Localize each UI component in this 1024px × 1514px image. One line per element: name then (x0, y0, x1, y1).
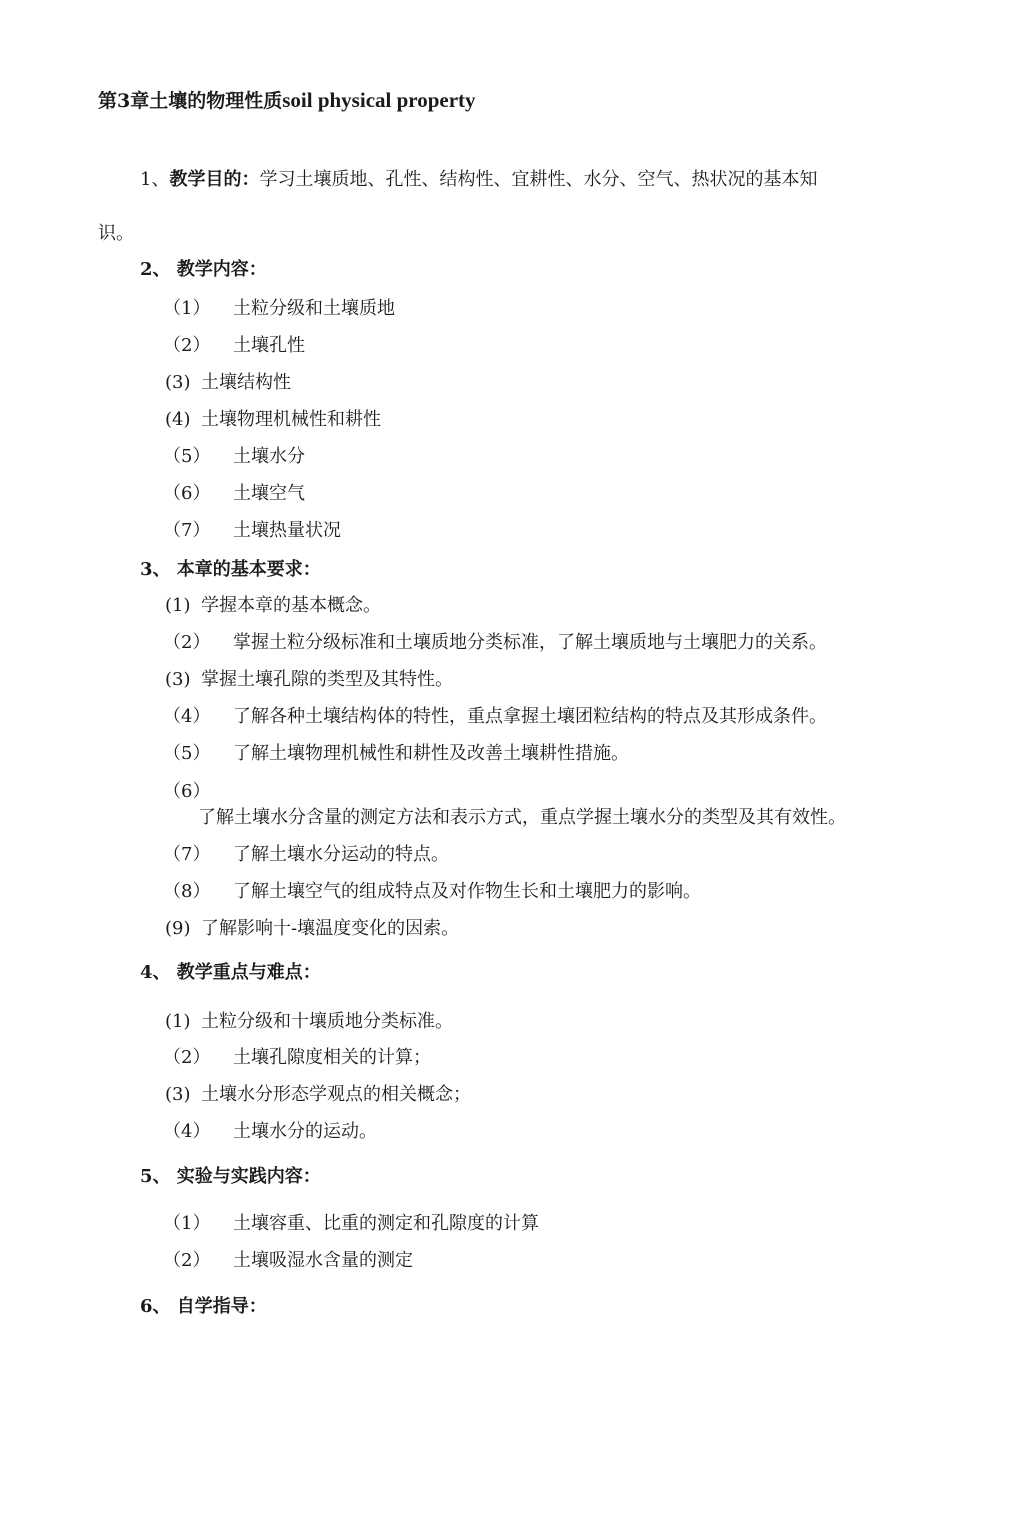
list-item: （7） 土壤热量状况 (163, 520, 341, 541)
section-2-heading: 2、 教学内容： (140, 259, 267, 280)
list-item: (1) 土粒分级和十壤质地分类标准。 (165, 1011, 453, 1032)
list-item: （2） 土壤孔隙度相关的计算； (163, 1047, 431, 1068)
list-item: (3) 土壤水分形态学观点的相关概念； (165, 1084, 471, 1105)
list-item: (1) 学握本章的基本概念。 (165, 595, 381, 616)
section-1-line (140, 168, 817, 192)
list-item: （5） 土壤水分 (163, 446, 305, 467)
list-item: (3) 土壤结构性 (165, 372, 291, 393)
list-item: （8） 了解土壤空气的组成特点及对作物生长和土壤肥力的影响。 (163, 881, 701, 902)
page-title (98, 88, 476, 113)
list-item: （2） 土壤孔性 (163, 335, 305, 356)
list-item: （1） 土粒分级和土壤质地 (163, 298, 395, 319)
list-item: （4） 土壤水分的运动。 (163, 1121, 377, 1142)
list-item: （1） 土壤容重、比重的测定和孔隙度的计算 (163, 1213, 539, 1234)
list-item: (4) 土壤物理机械性和耕性 (165, 409, 381, 430)
list-item: （7） 了解土壤水分运动的特点。 (163, 844, 449, 865)
section-1-number: 1、 (140, 169, 170, 190)
list-item: (3) 掌握土壤孔隙的类型及其特性。 (165, 669, 453, 690)
section-1-continuation: 识。 (98, 223, 134, 244)
title-en: soil physical property (282, 88, 476, 112)
section-1-label: 教学目的： (169, 169, 260, 190)
section-6-heading: 6、 自学指导： (140, 1296, 267, 1317)
section-5-heading: 5、 实验与实践内容： (140, 1166, 321, 1187)
list-item: （2） 掌握土粒分级标准和土壤质地分类标准，了解土壤质地与土壤肥力的关系。 (163, 632, 827, 653)
list-item: （5） 了解土壤物理机械性和耕性及改善土壤耕性措施。 (163, 743, 629, 764)
section-1-text: 学习土壤质地、孔性、结构性、宜耕性、水分、空气、热状况的基本知 (259, 169, 818, 190)
list-item: （6） 土壤空气 (163, 483, 305, 504)
list-item-mark: （6） (163, 781, 211, 802)
list-item: （4） 了解各种土壤结构体的特性，重点拿握土壤团粒结构的特点及其形成条件。 (163, 706, 827, 727)
list-item: （2） 土壤吸湿水含量的测定 (163, 1250, 413, 1271)
title-cn: 第3章土壤的物理性质 (98, 90, 283, 112)
list-item-text: 了解土壤水分含量的测定方法和表示方式，重点学握土壤水分的类型及其有效性。 (198, 807, 846, 828)
section-4-heading: 4、 教学重点与难点： (140, 962, 321, 983)
section-3-heading: 3、 本章的基本要求： (140, 559, 321, 580)
list-item: (9) 了解影响十-壤温度变化的因索。 (165, 918, 460, 939)
